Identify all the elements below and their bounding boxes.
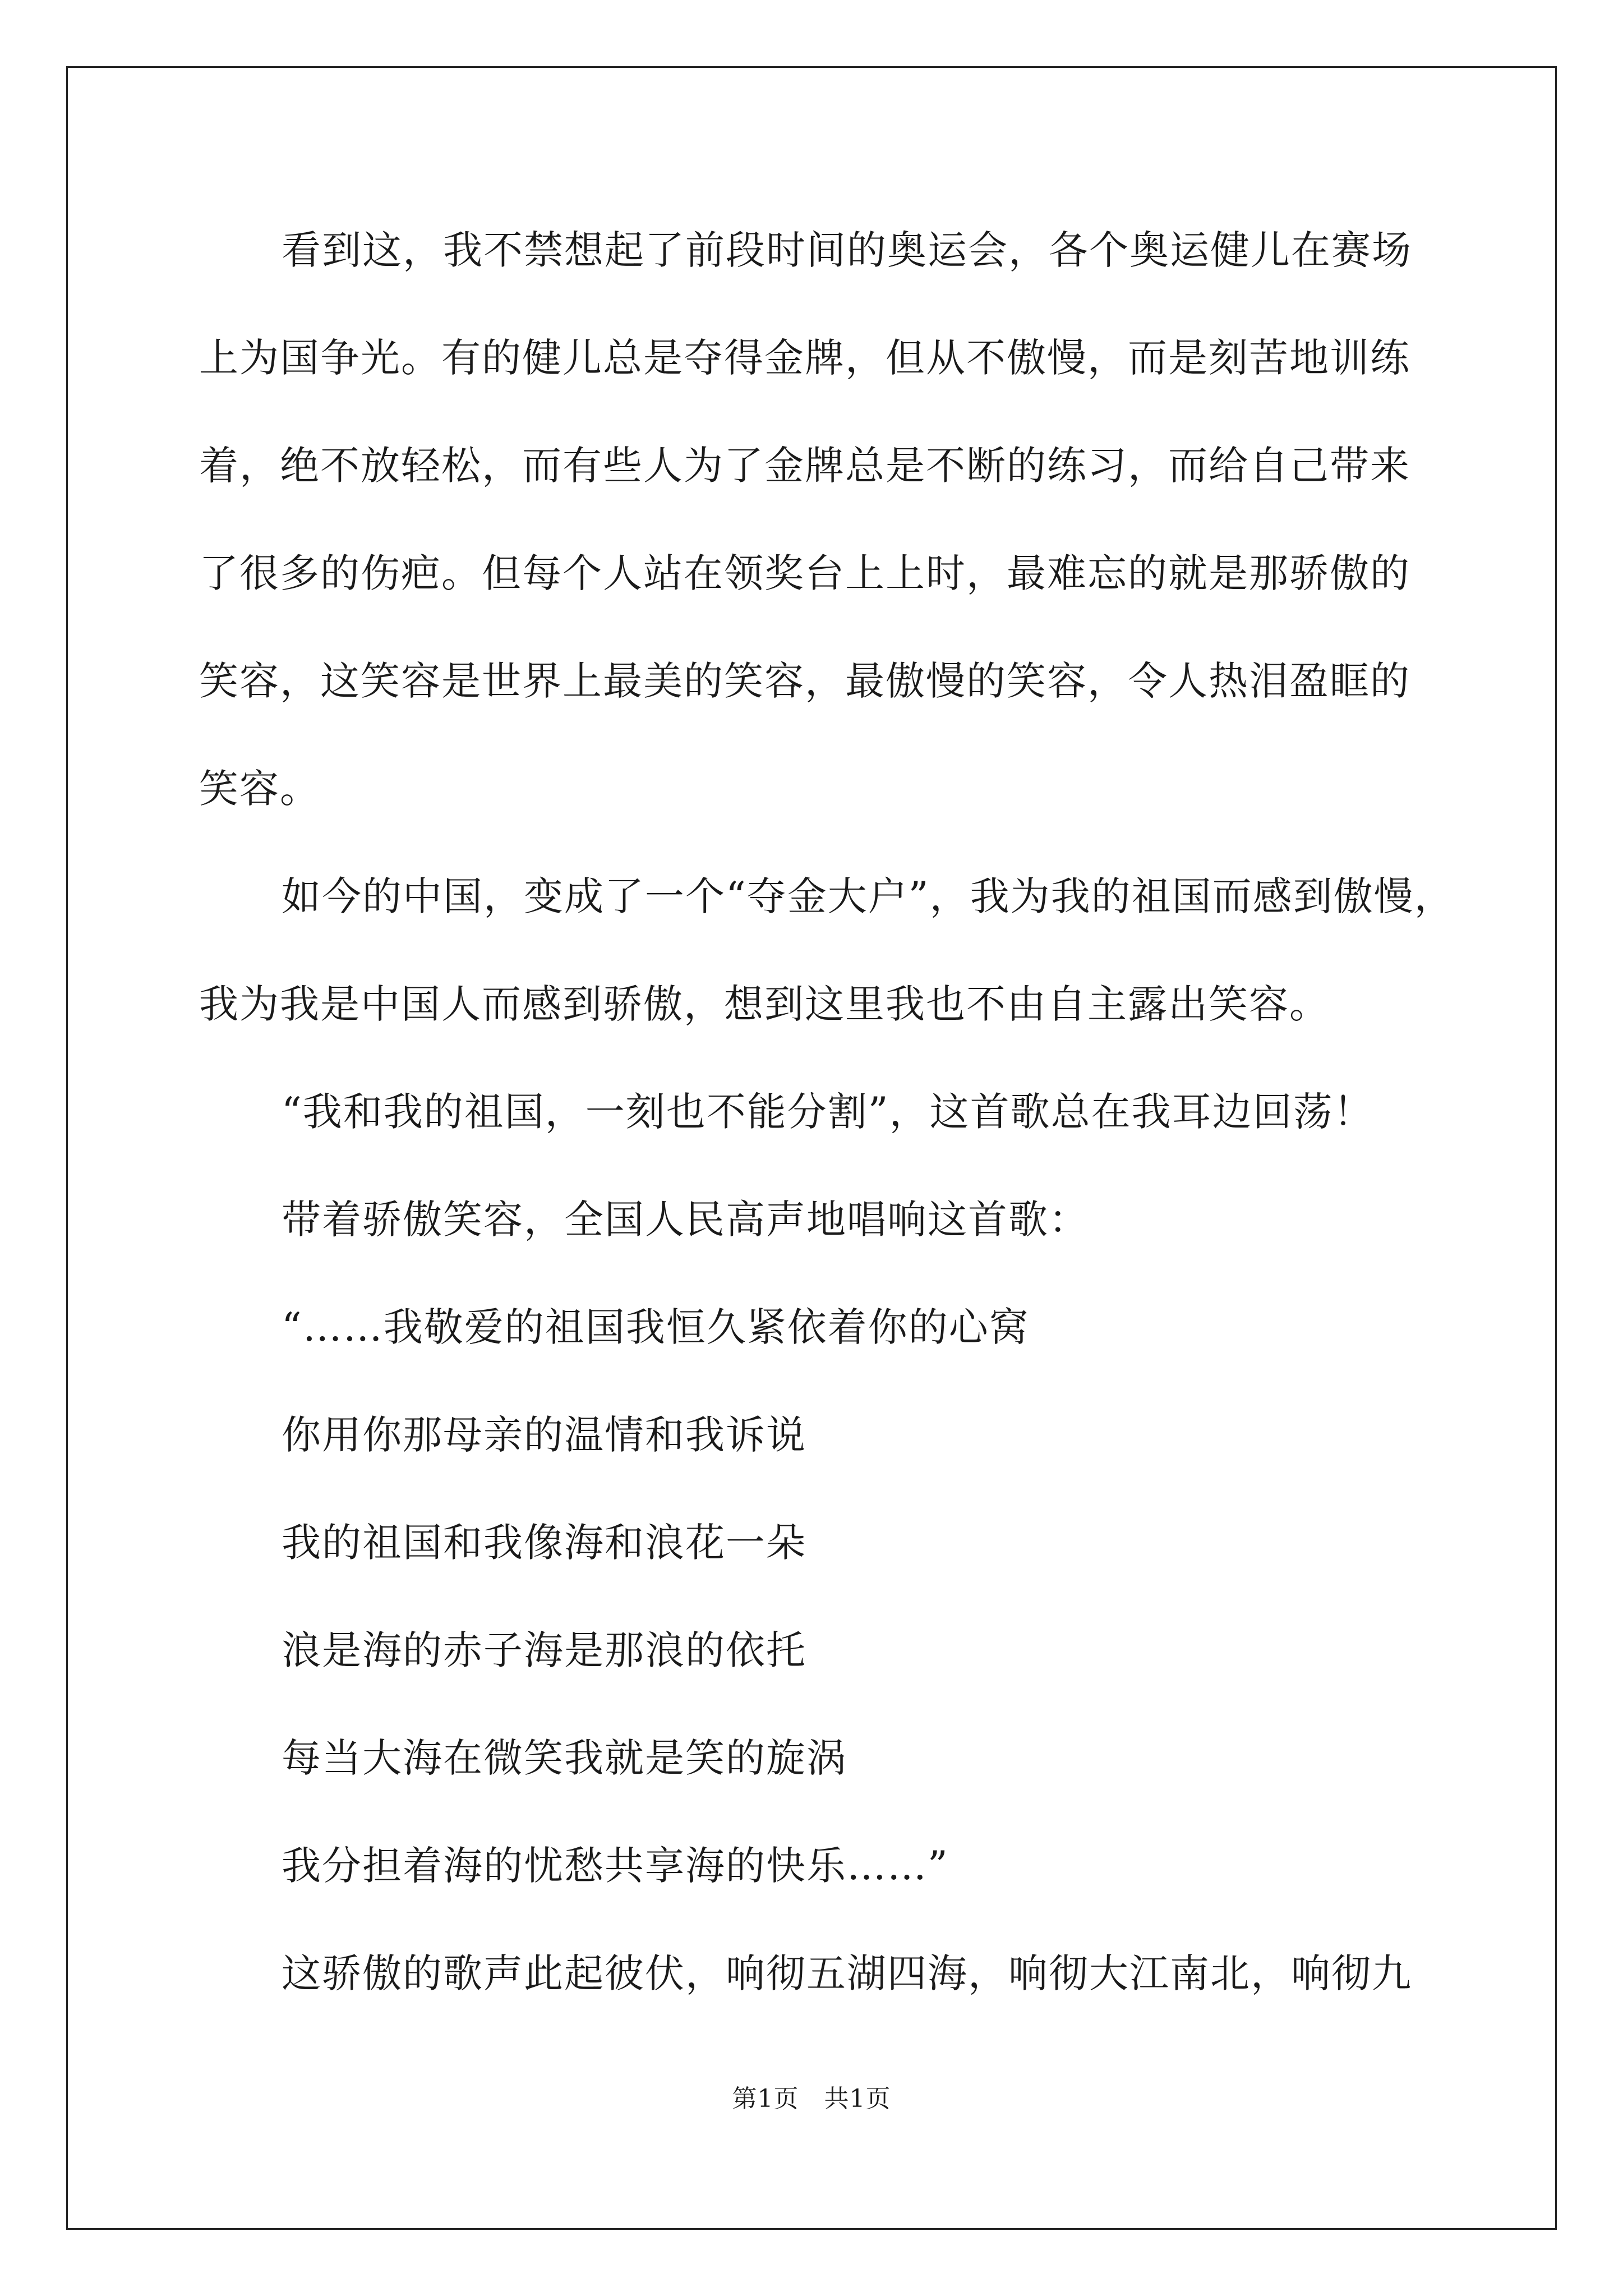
text-line: 浪是海的赤子海是那浪的依托 bbox=[282, 1627, 806, 1673]
text-line: 上为国争光。有的健儿总是夺得金牌，但从不傲慢，而是刻苦地训练 bbox=[199, 335, 1410, 381]
text-line: 了很多的伤疤。但每个人站在领奖台上上时，最难忘的就是那骄傲的 bbox=[199, 550, 1410, 596]
text-line: 我为我是中国人而感到骄傲，想到这里我也不由自主露出笑容。 bbox=[199, 981, 1330, 1027]
document-body bbox=[199, 219, 1455, 2050]
page-number-footer: 第1页 共1页 bbox=[732, 2085, 891, 2113]
text-line: 每当大海在微笑我就是笑的旋涡 bbox=[282, 1735, 847, 1781]
text-line: 这骄傲的歌声此起彼伏，响彻五湖四海，响彻大江南北，响彻九 bbox=[282, 1950, 1412, 1996]
text-line: 笑容。 bbox=[199, 766, 320, 812]
text-line: 如今的中国，变成了一个“夺金大户”，我为我的祖国而感到傲慢， bbox=[282, 873, 1455, 919]
text-line: 我分担着海的忧愁共享海的快乐……” bbox=[282, 1843, 949, 1889]
text-line: “……我敬爱的祖国我恒久紧依着你的心窝 bbox=[282, 1304, 1030, 1350]
text-line: “我和我的祖国，一刻也不能分割”，这首歌总在我耳边回荡！ bbox=[282, 1089, 1374, 1135]
text-line: 你用你那母亲的温情和我诉说 bbox=[282, 1412, 806, 1458]
text-line: 笑容，这笑容是世界上最美的笑容，最傲慢的笑容，令人热泪盈眶的 bbox=[199, 658, 1410, 704]
text-line: 我的祖国和我像海和浪花一朵 bbox=[282, 1520, 806, 1566]
text-line: 着，绝不放轻松，而有些人为了金牌总是不断的练习，而给自己带来 bbox=[199, 443, 1410, 489]
text-line: 带着骄傲笑容，全国人民高声地唱响这首歌： bbox=[282, 1197, 1089, 1243]
text-line: 看到这，我不禁想起了前段时间的奥运会，各个奥运健儿在赛场 bbox=[282, 227, 1412, 273]
